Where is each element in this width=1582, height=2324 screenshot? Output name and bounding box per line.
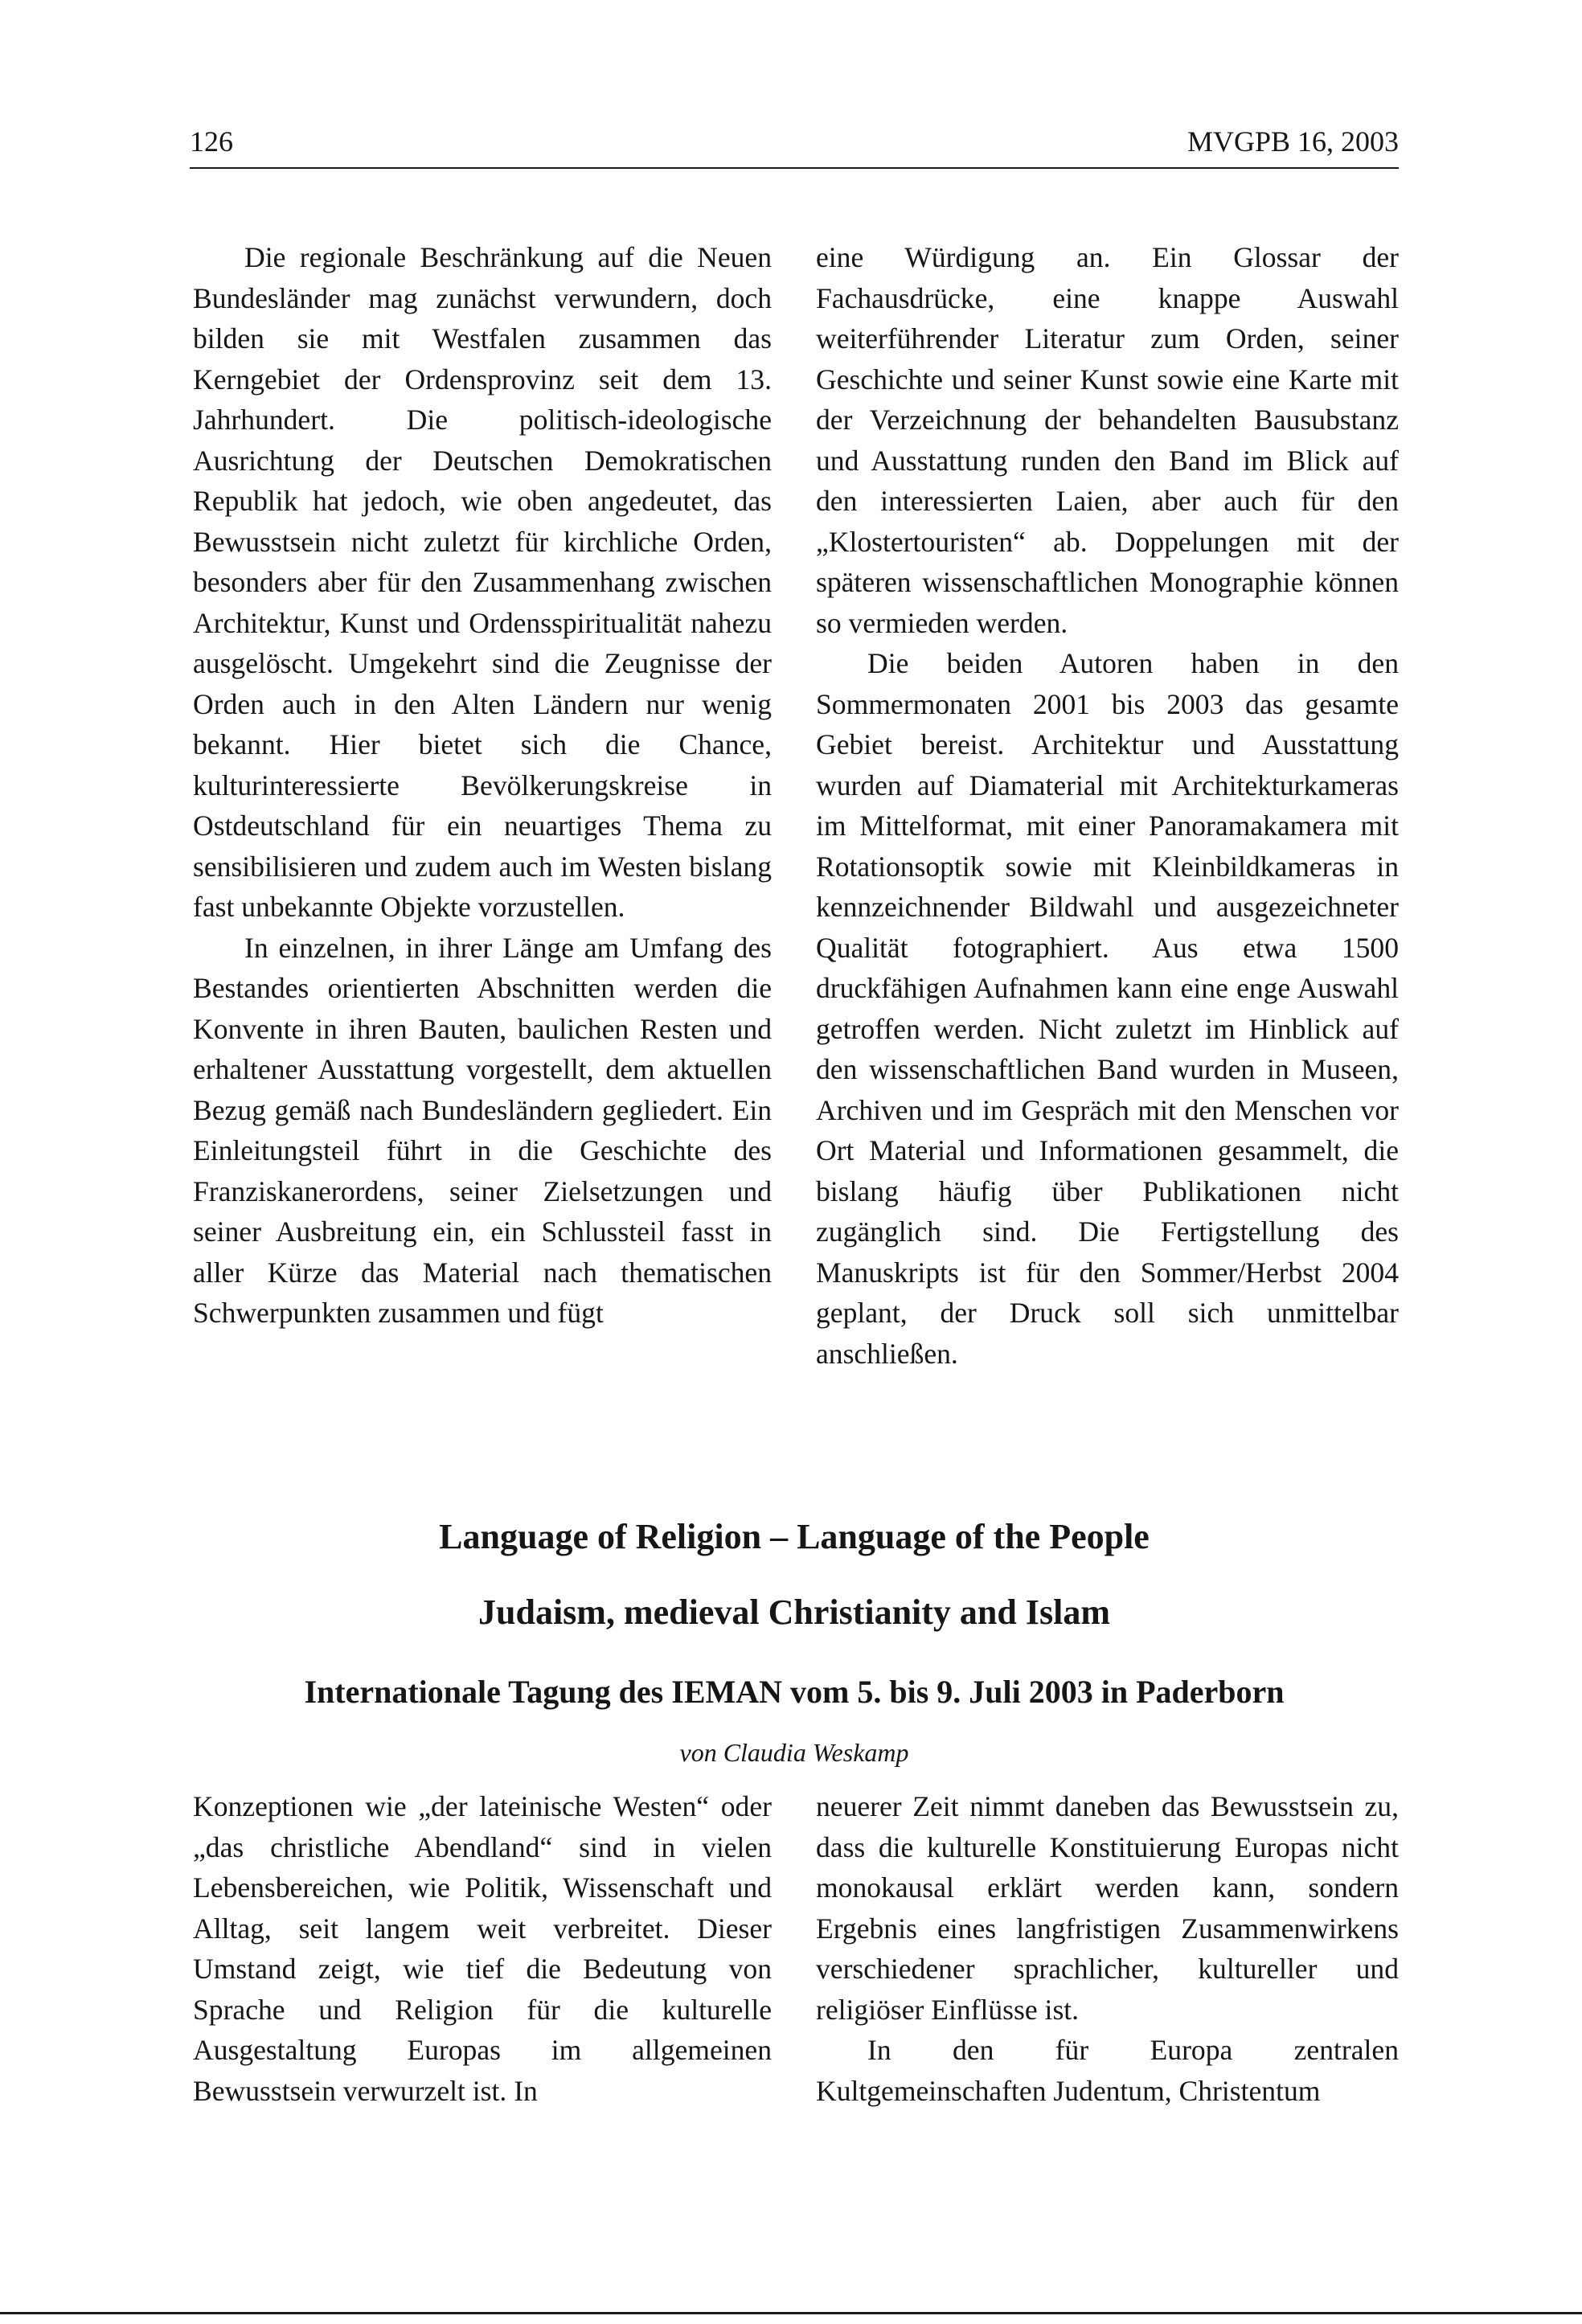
upper-left-column	[193, 237, 772, 1334]
author-byline: von Claudia Weskamp	[679, 1738, 909, 1767]
article-title: Language of Religion – Language of the People	[439, 1517, 1150, 1556]
page-bottom-rule	[0, 2312, 1582, 2314]
lower-right-column	[816, 1786, 1399, 2111]
paragraph: Konzeptionen wie „der lateinische Westen“ oder „das christliche Abendland“ sind in vielen Lebensbereichen, wie Politik, Wissenschaft und Alltag, seit langem weit verbreitet. Dieser Umstand zeigt, wie tief die Bedeutung von Sprache und Religion für die kulturelle Ausgestaltung Europas im allgemeinen Bewusstsein verwurzelt ist. In	[193, 1790, 772, 2107]
lower-left-column	[193, 1786, 772, 2111]
paragraph: neuerer Zeit nimmt daneben das Bewusstsein zu, dass die kulturelle Konstituierung Europas nicht monokausal erklärt werden kann, sondern Ergebnis eines langfristigen Zusammenwirkens verschiedener sprachlicher, kultureller und religiöser Einflüsse ist.	[816, 1790, 1399, 2026]
paragraph: eine Würdigung an. Ein Glossar der Fachausdrücke, eine knappe Auswahl weiterführender Literatur zum Orden, seiner Geschichte und seiner Kunst sowie eine Karte mit der Verzeichnung der behandelten Bausubstanz und Ausstattung runden den Band im Blick auf den interessierten Laien, aber auch für den „Klostertouristen“ ab. Doppelungen mit der späteren wissenschaftlichen Monographie können so vermieden werden.	[816, 241, 1399, 639]
running-header	[190, 119, 1399, 169]
journal-reference: MVGPB 16, 2003	[1186, 125, 1399, 158]
event-heading: Internationale Tagung des IEMAN vom 5. bis 9. Juli 2003 in Paderborn	[304, 1674, 1285, 1710]
paragraph: Die regionale Beschränkung auf die Neuen Bundesländer mag zunächst verwundern, doch bilden sie mit Westfalen zusammen das Kerngebiet der Ordensprovinz seit dem 13. Jahrhundert. Die politisch-ideologische Ausrichtung der Deutschen Demokratischen Republik hat jedoch, wie oben angedeutet, das Bewusstsein nicht zuletzt für kirchliche Orden, besonders aber für den Zusammenhang zwischen Architektur, Kunst und Ordensspiritualität nahezu ausgelöscht. Umgekehrt sind die Zeugnisse der Orden auch in den Alten Ländern nur wenig bekannt. Hier bietet sich die Chance, kulturinteressierte Bevölkerungskreise in Ostdeutschland für ein neuartiges Thema zu sensibilisieren und zudem auch im Westen bislang fast unbekannte Objekte vorzustellen.	[193, 241, 772, 923]
paragraph: In einzelnen, in ihrer Länge am Umfang des Bestandes orientierten Abschnitten werden die Konvente in ihren Bauten, baulichen Resten und erhaltener Ausstattung vorgestellt, dem aktuellen Bezug gemäß nach Bundesländern gegliedert. Ein Einleitungsteil führt in die Geschichte des Franziskanerordens, seiner Zielsetzungen und seiner Ausbreitung ein, ein Schlussteil fasst in aller Kürze das Material nach thematischen Schwerpunkten zusammen und fügt	[193, 931, 772, 1329]
paragraph: In den für Europa zentralen Kultgemeinschaften Judentum, Christentum	[816, 2034, 1399, 2107]
upper-right-column	[816, 237, 1399, 1374]
paragraph: Die beiden Autoren haben in den Sommermonaten 2001 bis 2003 das gesamte Gebiet bereist. Architektur und Ausstattung wurden auf Diamaterial mit Architekturkameras im Mittelformat, mit einer Panoramakamera mit Rotationsoptik sowie mit Kleinbildkameras in kennzeichnender Bildwahl und ausgezeichneter Qualität fotographiert. Aus etwa 1500 druckfähigen Aufnahmen kann eine enge Auswahl getroffen werden. Nicht zuletzt im Hinblick auf den wissenschaftlichen Band wurden in Museen, Archiven und im Gespräch mit den Menschen vor Ort Material und Informationen gesammelt, die bislang häufig über Publikationen nicht zugänglich sind. Die Fertigstellung des Manuskripts ist für den Sommer/Herbst 2004 geplant, der Druck soll sich unmittelbar anschließen.	[816, 647, 1399, 1370]
page-number: 126	[190, 125, 233, 158]
article-subtitle: Judaism, medieval Christianity and Islam	[478, 1592, 1110, 1632]
